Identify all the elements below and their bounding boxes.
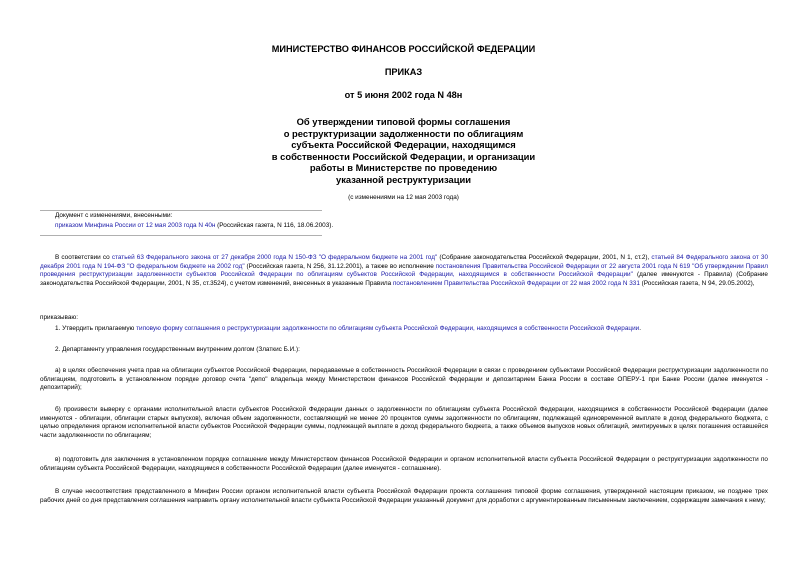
law-2001-link[interactable]: статьей 63 Федерального закона от 27 декабря 2000 года N 150-ФЗ "О федеральном бюджете на 2001 год" — [111, 254, 438, 261]
typical-form-link[interactable]: типовую форму соглашения о реструктуризации задолженности по облигациям субъекта Российской Федерации, находящимся в собственности Российской Федерации — [136, 325, 640, 332]
order-word: приказываю: — [40, 314, 78, 321]
intro-text: (Российская газета, N 94, 29.05.2002), — [639, 279, 755, 287]
resolution-331-link[interactable]: постановлением Правительства Российской Федерации от 22 мая 2002 года N 331 — [392, 279, 640, 287]
title-line: субъекта Российской Федерации, находящимся — [291, 139, 516, 151]
divider-top — [40, 210, 322, 211]
intro-paragraph — [40, 254, 768, 288]
item-2a: а) в целях обеспечения учета прав на облигации субъектов Российской Федерации, передаваемые в собственность Российской Федерации в связи с проведением субъектами Российской Федерации реструктуризации задолженности по облигациям, подготовить в установленном порядке договор счета "депо" владельца между Министерством финансов Российской Федерации и депозитарием Банка России в составе ОПЕРУ-1 при Банке России (далее именуется - депозитарий); — [40, 367, 768, 392]
item-last: В случае несоответствия представленного в Минфин России органом исполнительной власти субъекта Российской Федерации проекта соглашения типовой форме соглашения, утвержденной настоящим приказом, не позднее трех рабочих дней со дня представления соглашения направить органу исполнительной власти субъекта Российской Федерации указанный документ для доработки с аргументированным письменным заключением, содержащим замечания к нему; — [40, 488, 768, 504]
divider-bottom — [40, 235, 322, 236]
item-1-text: 1. Утвердить прилагаемую — [55, 325, 137, 332]
item-1 — [55, 325, 768, 334]
title-line: в собственности Российской Федерации, и организации — [271, 150, 536, 162]
doc-type-heading: ПРИКАЗ — [384, 67, 423, 77]
resolution-619-link[interactable]: постановления Правительства Российской Федерации от 22 августа 2001 года N 619 "Об утверждении Правил проведения реструктуризации задолженности субъектов Российской Федерации по облигациям субъектов Российской Федерации, находящимся в собственности Российской Федерации" — [40, 262, 769, 279]
item-2b: б) произвести выверку с органами исполнительной власти субъектов Российской Федерации данных о задолженности по облигациям субъекта Российской Федерации, находящимся в собственности Российской Федерации (далее именуются - облигации, облигации старых выпусков), включая объем задолженности, составляющий не менее 20 процентов суммы задолженности по облигациям, подлежащей единовременной выплате в доход федерального бюджета, с целью определения органом исполнительной власти субъектов Российской Федерации суммы, подлежащей выплате в доход федерального бюджета, а также объемов выпусков новых облигаций, эмитируемых в целях погашения оставшейся части задолженности по облигациям; — [40, 406, 768, 439]
intro-text: (Собрание законодательства Российской Федерации, 2001, N 1, ст.2), — [437, 254, 652, 261]
intro-text: В соответствии со — [55, 254, 112, 261]
changes-line — [55, 222, 475, 231]
changes-label: Документ с изменениями, внесенными: — [55, 212, 173, 219]
law-2002-link[interactable]: статьей 84 Федерального закона от 30 декабря 2001 года N 194-ФЗ "О федеральном бюджете на 2002 год" — [40, 254, 769, 270]
title-line: Об утверждении типовой формы соглашения — [296, 116, 511, 127]
doc-date: от 5 июня 2002 года N 48н — [344, 90, 463, 100]
item-2v: в) подготовить для заключения в установленном порядке соглашение между Министерством финансов Российской Федерации и органом исполнительной власти субъекта Российской Федерации о реструктуризации задолженности по облигациям субъекта Российской Федерации, находящимся в собственности Российской Федерации (далее именуется - соглашение). — [40, 456, 768, 472]
changes-link[interactable]: приказом Минфина России от 12 мая 2003 года N 40н — [55, 222, 216, 229]
intro-text: (далее именуются - Правила) (Собрание законодательства Российской Федерации, 2001, N 35, ст.3524), с учетом изменений, внесенных в указанные Правила — [40, 271, 768, 287]
amended-note: (с изменениями на 12 мая 2003 года) — [348, 194, 459, 201]
intro-text: (Российская газета, N 256, 31.12.2001), а также во исполнение — [244, 262, 436, 270]
document-title — [0, 116, 807, 186]
changes-source: (Российская газета, N 116, 18.06.2003). — [215, 222, 334, 229]
item-2: 2. Департаменту управления государственным внутренним долгом (Златкис Б.И.): — [55, 346, 300, 353]
ministry-heading: МИНИСТЕРСТВО ФИНАНСОВ РОССИЙСКОЙ ФЕДЕРАЦИИ — [271, 44, 536, 54]
title-line: указанной реструктуризации — [336, 173, 471, 185]
title-line: работы в Министерстве по проведению — [309, 162, 498, 174]
title-line: о реструктуризации задолженности по облигациям — [283, 127, 524, 139]
item-1-end: . — [639, 325, 641, 332]
